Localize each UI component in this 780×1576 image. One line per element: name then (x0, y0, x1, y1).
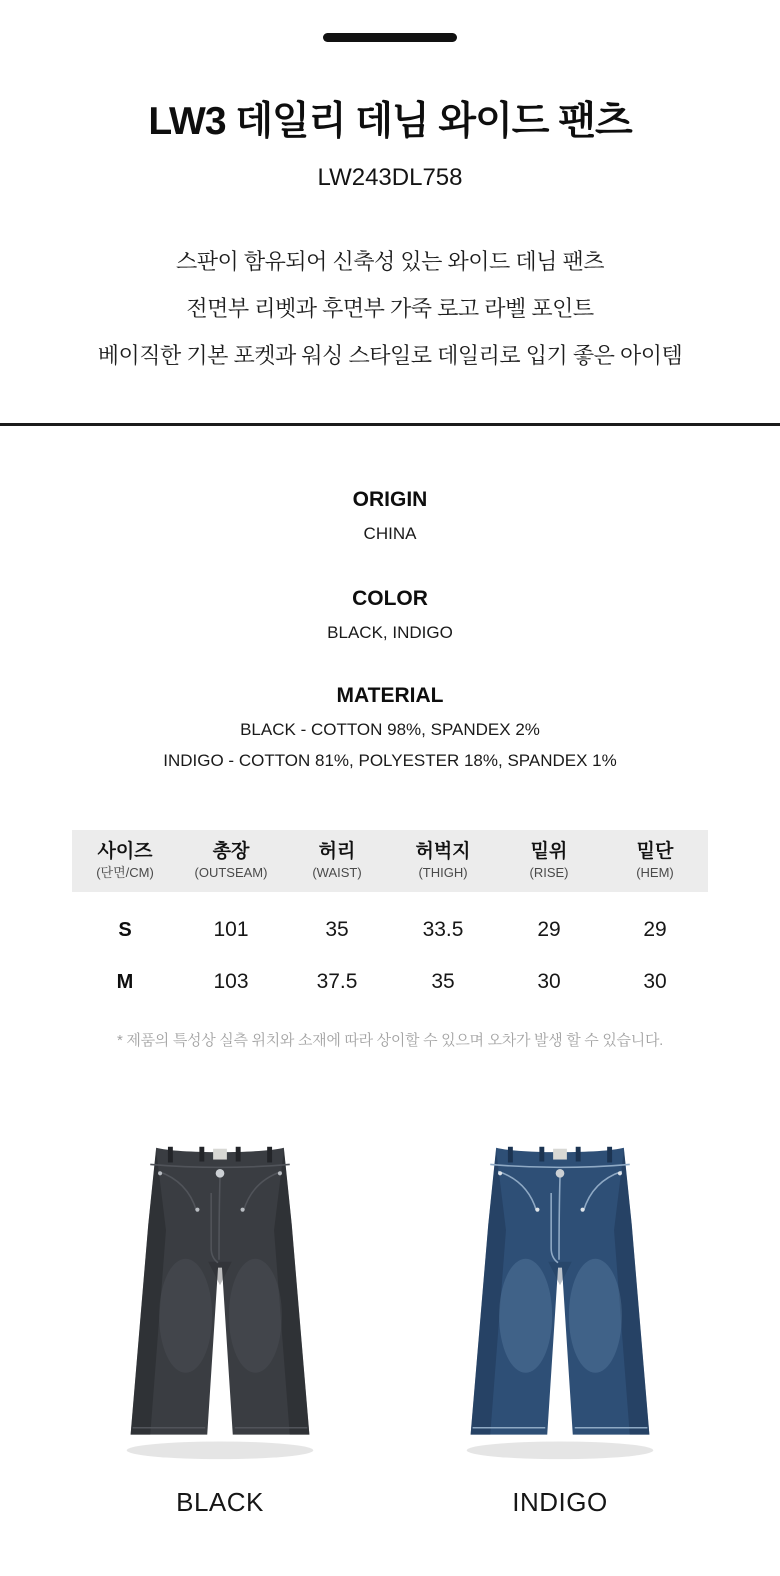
material-value-black: BLACK - COTTON 98%, SPANDEX 2% (240, 720, 540, 739)
indigo-jeans-photo (455, 1134, 665, 1468)
colorway-black (115, 1134, 325, 1517)
origin-section (0, 488, 780, 549)
product-detail-page (0, 33, 780, 1576)
table-row-size-m: M 103 37.5 35 30 30 (116, 970, 667, 993)
size-table-header (72, 830, 708, 892)
color-value: BLACK, INDIGO (327, 623, 453, 642)
product-description (0, 238, 780, 379)
column-header-outseam: 총장 (OUTSEAM) (194, 841, 268, 880)
top-accent-bar (323, 33, 457, 42)
table-row-size-s: S 101 35 33.5 29 29 (118, 918, 667, 941)
product-title: LW3 데일리 데님 와이드 팬츠 (148, 100, 632, 143)
material-section (0, 684, 780, 776)
column-header-rise: 밑위 (RISE) (529, 841, 569, 880)
column-header-size: 사이즈 (단면/CM) (96, 841, 154, 880)
colorway-label-black: BLACK (176, 1487, 264, 1517)
size-table-footnote: * 제품의 특성상 실측 위치와 소재에 따라 상이할 수 있으며 오차가 발생 할 수 있습니다. (116, 1032, 663, 1049)
column-header-thigh: 허벅지 (THIGH) (415, 841, 471, 880)
material-value-indigo: INDIGO - COTTON 81%, POLYESTER 18%, SPANDEX 1% (163, 751, 617, 770)
description-line: 스판이 함유되어 신축성 있는 와이드 데님 팬츠 (176, 249, 604, 274)
origin-value: CHINA (363, 524, 417, 543)
description-line: 전면부 리벳과 후면부 가죽 로고 라벨 포인트 (186, 296, 594, 321)
size-table (72, 830, 708, 1050)
section-divider (0, 423, 780, 426)
black-jeans-photo (115, 1134, 325, 1468)
column-header-hem: 밑단 (HEM) (636, 841, 674, 880)
product-code: LW243DL758 (317, 164, 463, 191)
waistband-label-tab (213, 1149, 227, 1160)
material-heading: MATERIAL (336, 684, 444, 707)
origin-heading: ORIGIN (352, 488, 428, 511)
color-section (0, 587, 780, 648)
waistband-label-tab (553, 1149, 567, 1160)
color-heading: COLOR (352, 587, 428, 610)
description-line: 베이직한 기본 포켓과 워싱 스타일로 데일리로 입기 좋은 아이템 (97, 343, 683, 368)
colorway-indigo (455, 1134, 665, 1517)
colorway-photos (0, 1134, 780, 1517)
colorway-label-indigo: INDIGO (512, 1487, 608, 1517)
size-table-body (72, 904, 708, 1008)
column-header-waist: 허리 (WAIST) (312, 841, 362, 880)
